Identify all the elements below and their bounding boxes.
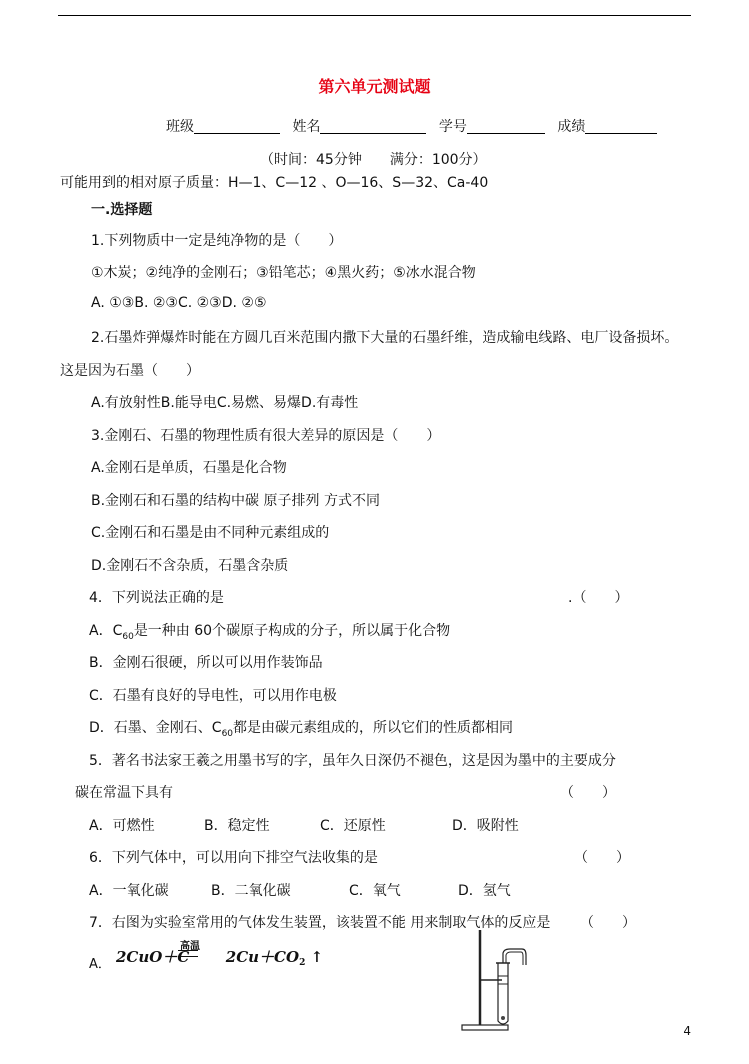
q2-stem-cont: 这是因为石墨（ ）	[60, 363, 200, 379]
atomic-masses: 可能用到的相对原子质量：H—1、C—12 、O—16、S—32、Ca-40	[60, 175, 489, 191]
q4-option-b: B．金刚石很硬，所以可以用作装饰品	[89, 655, 323, 671]
equation-products: 2Cu＋CO	[225, 948, 300, 966]
equals-sign	[178, 950, 198, 957]
q3-option-c: C.金刚石和石墨是由不同种元素组成的	[91, 525, 330, 541]
q4-option-a: A．$C_{60}$是一种由 60个碳原子构成的分子，所以属于化合物	[89, 623, 451, 642]
q3-option-d: D.金刚石不含杂质，石墨含杂质	[91, 558, 289, 574]
gas-generator-apparatus-figure	[460, 925, 540, 1035]
q6-answer-paren: （ ）	[574, 850, 630, 866]
q4-option-d: D．石墨、金刚石、$C_{60}$都是由碳元素组成的，所以它们的性质都相同	[89, 720, 514, 739]
number-blank[interactable]	[467, 118, 545, 134]
class-label: 班级	[166, 119, 194, 135]
score-blank[interactable]	[585, 118, 657, 134]
q1-options: A. ①③B. ②③C. ②③D. ②⑤	[91, 295, 267, 311]
class-blank[interactable]	[194, 118, 280, 134]
q3-option-a: A.金刚石是单质，石墨是化合物	[91, 460, 287, 476]
q5-option-c: C．还原性	[320, 818, 386, 834]
page-title: 第六单元测试题	[318, 77, 431, 96]
page-number: 4	[683, 1024, 691, 1038]
q1-items: ①木炭；②纯净的金刚石；③铅笔芯；④黑火药；⑤冰水混合物	[91, 265, 476, 281]
student-info-row	[166, 116, 665, 136]
q6-option-c: C．氧气	[349, 883, 401, 899]
q1-stem: 1.下列物质中一定是纯净物的是（ ）	[91, 233, 343, 249]
reaction-condition: 高温	[180, 941, 200, 952]
q2-options: A.有放射性B.能导电C.易燃、易爆D.有毒性	[91, 395, 359, 411]
q3-option-b: B.金刚石和石墨的结构中碳 原子排列 方式不同	[91, 493, 380, 509]
q6-option-b: B．二氧化碳	[211, 883, 291, 899]
equation-reactants: 2CuO＋C	[116, 948, 190, 966]
number-label: 学号	[438, 119, 467, 135]
section-title: 一.选择题	[91, 202, 153, 218]
q7-answer-paren: （ ）	[580, 915, 636, 931]
name-label: 姓名	[292, 119, 321, 135]
q6-option-a: A．一氧化碳	[89, 883, 169, 899]
q5-option-b: B．稳定性	[204, 818, 270, 834]
q3-stem: 3.金刚石、石墨的物理性质有很大差异的原因是（ ）	[91, 428, 441, 444]
q7-stem: 7．右图为实验室常用的气体发生装置，该装置不能 用来制取气体的反应是	[89, 915, 551, 931]
name-blank[interactable]	[320, 118, 426, 134]
q4-stem: 4．下列说法正确的是	[89, 590, 224, 606]
q7-option-a-label: A．	[89, 957, 111, 972]
q5-option-d: D．吸附性	[452, 818, 519, 834]
q4-option-c: C．石墨有良好的导电性，可以用作电极	[89, 688, 337, 704]
q7-option-a-equation	[116, 941, 324, 968]
score-label: 成绩	[557, 119, 586, 135]
gas-arrow: ↑	[310, 948, 324, 966]
q5-answer-paren: （ ）	[560, 785, 616, 801]
q5-stem: 5．著名书法家王羲之用墨书写的字，虽年久日深仍不褪色，这是因为墨中的主要成分	[89, 753, 616, 769]
q4-answer-paren: .（ ）	[568, 590, 629, 606]
header-rule	[58, 15, 691, 16]
exam-meta: （时间：45分钟 满分：100分）	[260, 152, 487, 168]
q6-stem: 6．下列气体中，可以用向下排空气法收集的是	[89, 850, 378, 866]
equation-subscript: 2	[299, 958, 306, 968]
q5-option-a: A．可燃性	[89, 818, 155, 834]
q6-option-d: D．氢气	[458, 883, 511, 899]
q2-stem: 2.石墨炸弹爆炸时能在方圆几百米范围内撒下大量的石墨纤维，造成输电线路、电厂设备损坏。	[91, 330, 679, 346]
q5-stem-cont: 碳在常温下具有	[75, 785, 173, 801]
